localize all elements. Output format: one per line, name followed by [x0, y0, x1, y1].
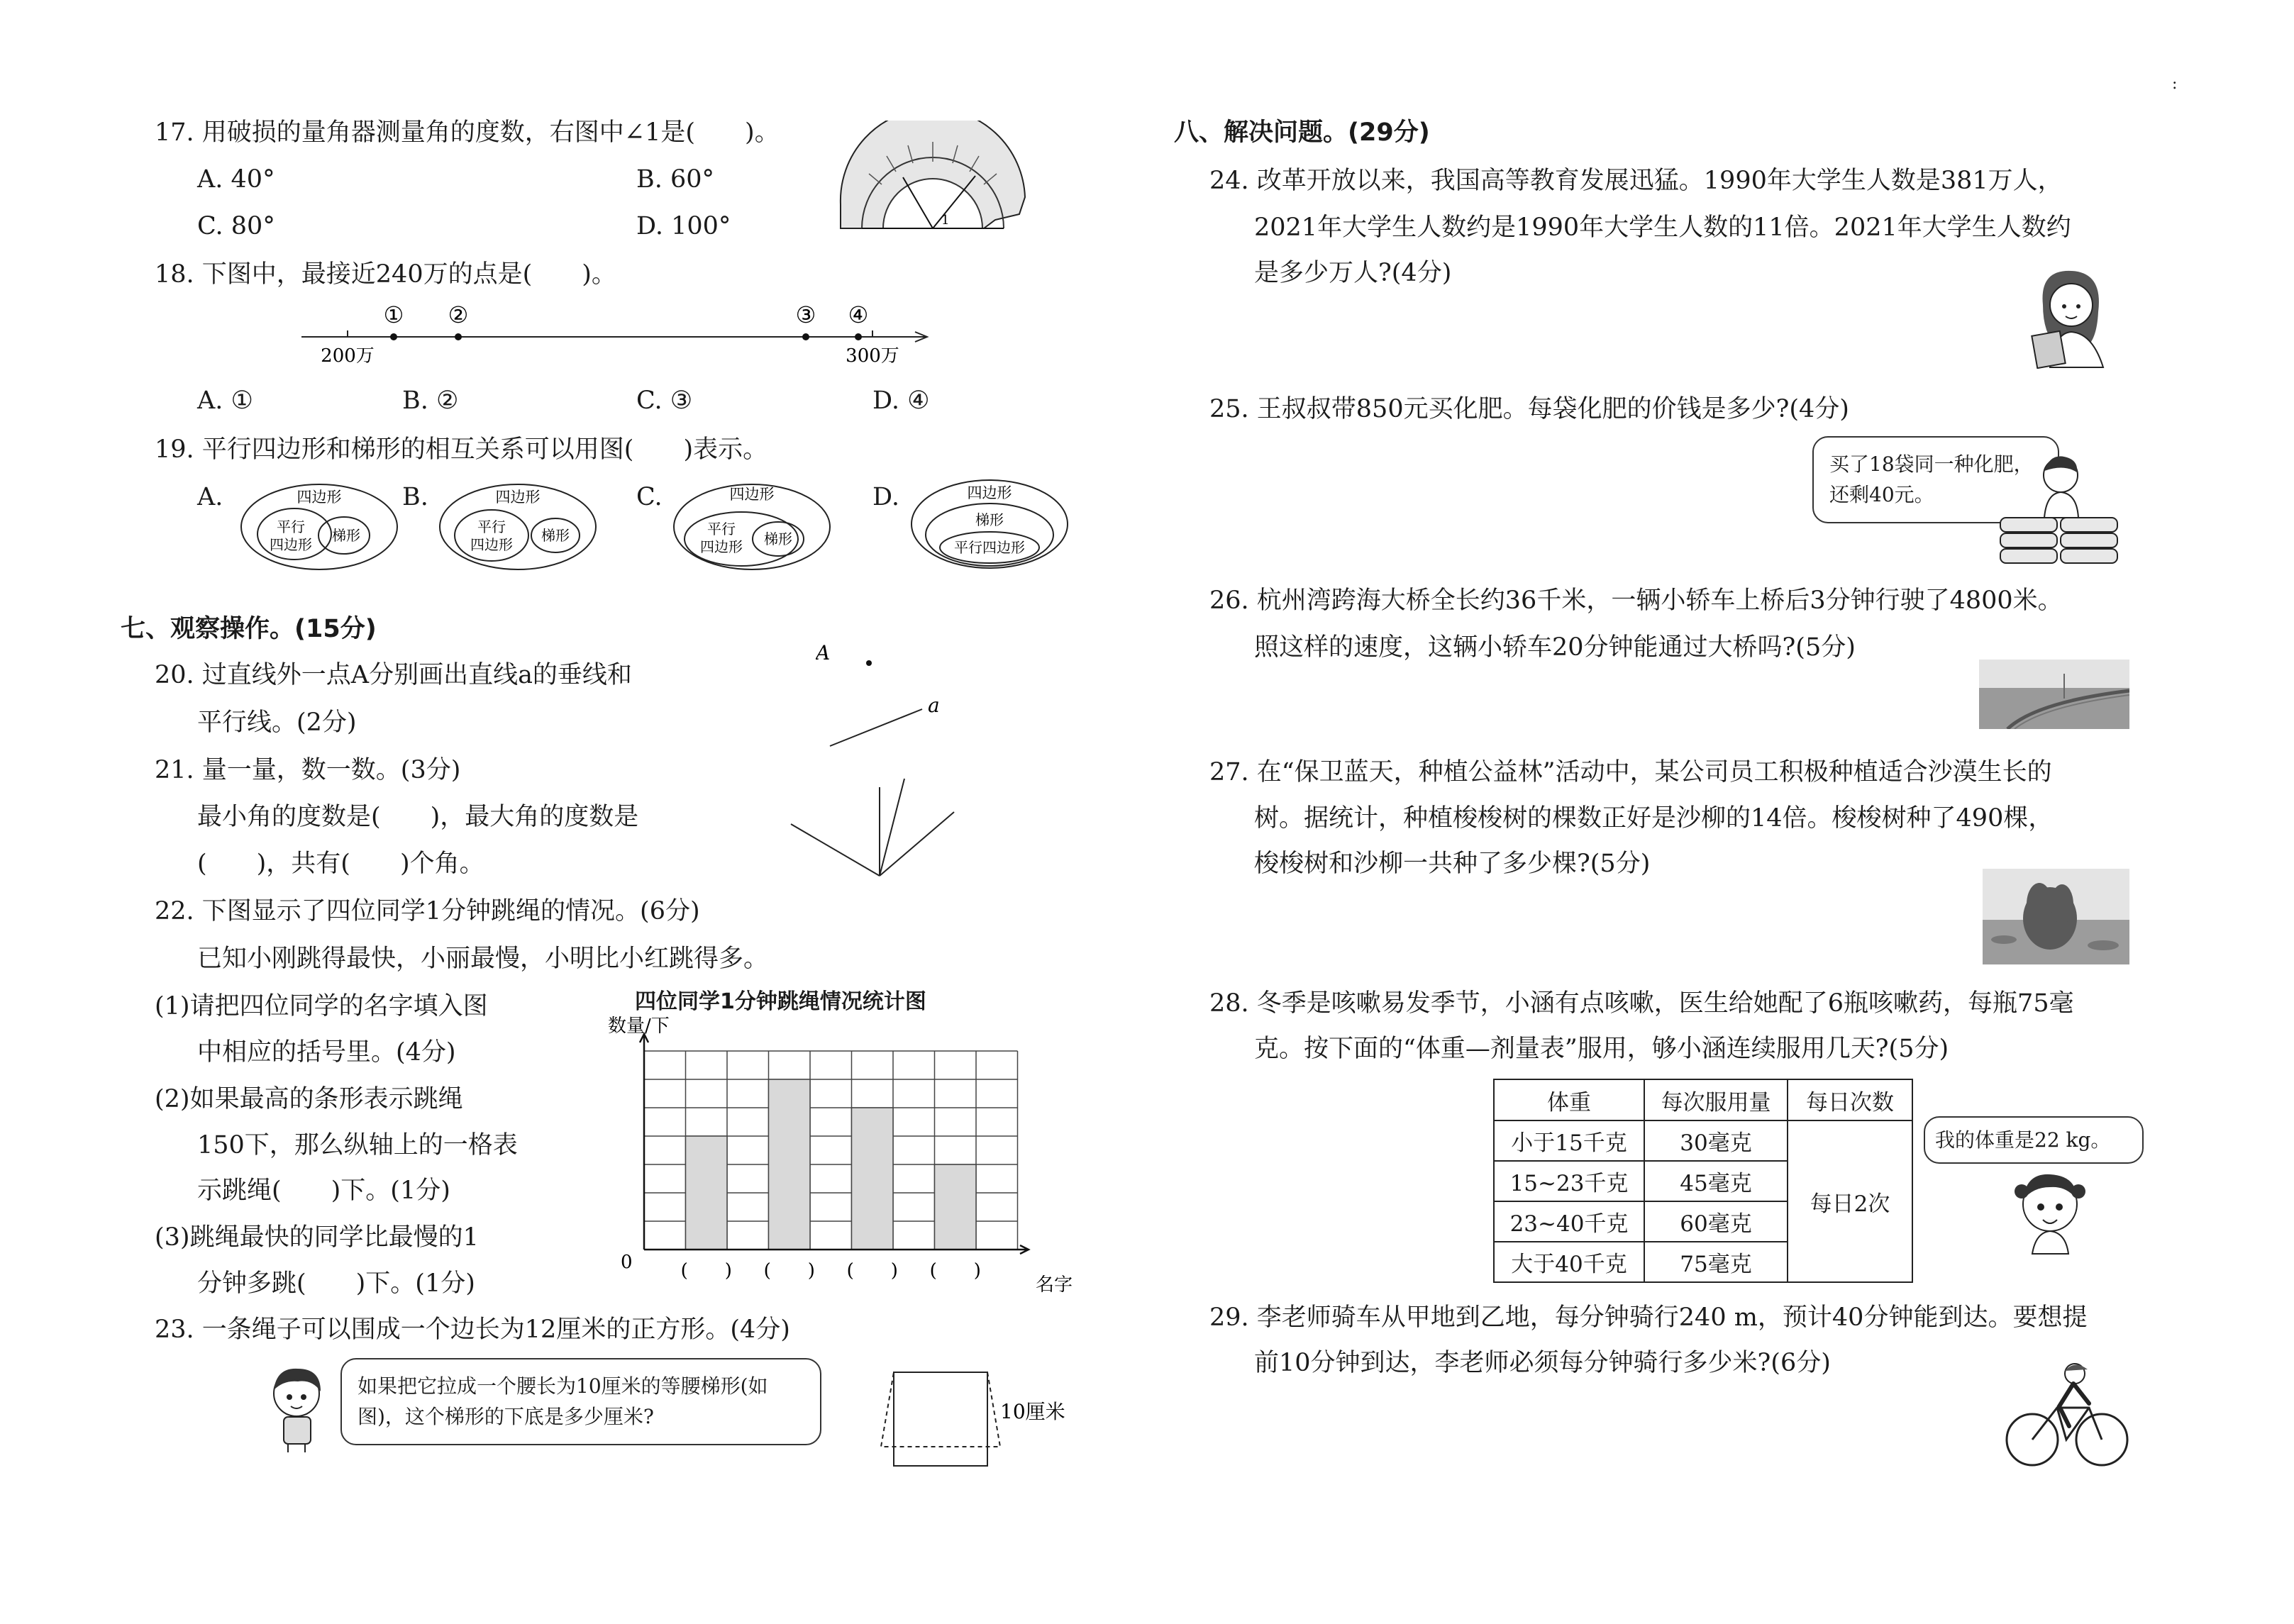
section-7-title: 七、观察操作。(15分)	[121, 615, 377, 643]
svg-text:平行: 平行	[707, 521, 736, 538]
dose-row-amount: 75毫克	[1644, 1242, 1788, 1282]
dose-row-amount: 60毫克	[1644, 1201, 1788, 1242]
desert-tree-photo	[1983, 869, 2129, 964]
q18-option-d[interactable]: D. ④	[872, 386, 930, 415]
q28-speech-bubble: 我的体重是22 kg。	[1924, 1116, 2144, 1164]
side-10cm-label: 10厘米	[1000, 1400, 1065, 1423]
corner-mark: :	[2172, 75, 2178, 93]
venn-option-d[interactable]	[908, 477, 1071, 572]
venn-option-c[interactable]	[670, 481, 833, 573]
q27-line2: 树。据统计，种植梭梭树的棵数正好是沙柳的14倍。梭梭树种了490棵，	[1254, 804, 2054, 833]
point-2-label: ②	[448, 305, 469, 328]
dose-table	[1493, 1079, 1913, 1283]
q26-line1: 26. 杭州湾跨海大桥全长约36千米，一辆小轿车上桥后3分钟行驶了4800米。	[1209, 586, 2063, 615]
dose-row-weight: 23~40千克	[1494, 1201, 1644, 1242]
q22-sub2b: 150下，那么纵轴上的一格表	[197, 1131, 518, 1159]
q28-line2: 克。按下面的“体重—剂量表”服用，够小涵连续服用几天?(5分)	[1254, 1035, 1949, 1063]
chart-x-axis-label: 名字	[1036, 1274, 1073, 1296]
d-inner1-label: 梯形	[975, 511, 1004, 528]
q22-sub1a: (1)请把四位同学的名字填入图	[155, 992, 488, 1020]
chart-axis-line	[640, 1034, 648, 1250]
dose-header-per-dose: 每次服用量	[1644, 1079, 1788, 1120]
q22-sub2a: (2)如果最高的条形表示跳绳	[155, 1085, 463, 1113]
q24-line2: 2021年大学生人数约是1990年大学生人数的11倍。2021年大学生人数约	[1254, 213, 2071, 242]
svg-text:四边形: 四边形	[270, 536, 312, 553]
a-outer-label: 四边形	[297, 489, 342, 506]
q22-line1: 22. 下图显示了四位同学1分钟跳绳的情况。(6分)	[155, 897, 700, 925]
q18-option-c[interactable]: C. ③	[636, 386, 693, 415]
dose-row-amount: 45毫克	[1644, 1161, 1788, 1201]
q20-figure[interactable]	[816, 638, 958, 752]
section-8-title: 八、解决问题。(29分)	[1174, 118, 1430, 147]
q27-line1: 27. 在“保卫蓝天，种植公益林”活动中，某公司员工积极种植适合沙漠生长的	[1209, 758, 2052, 786]
cyclist-cartoon	[2004, 1358, 2132, 1472]
q24-line3: 是多少万人?(4分)	[1254, 259, 1452, 287]
end-300w-label: 300万	[846, 345, 899, 367]
q19-option-c-letter[interactable]: C.	[636, 483, 663, 511]
chart-y-axis-label: 数量/下	[608, 1016, 670, 1037]
q17-option-b[interactable]: B. 60°	[636, 165, 715, 194]
q19-option-a-letter[interactable]: A.	[197, 483, 223, 511]
q18-stem: 18. 下图中，最接近240万的点是( )。	[155, 260, 616, 289]
q24-line1: 24. 改革开放以来，我国高等教育发展迅猛。1990年大学生人数是381万人，	[1209, 167, 2063, 195]
point-4-label: ④	[848, 305, 869, 328]
q21-line1: 21. 量一量，数一数。(3分)	[155, 756, 461, 784]
point-3-label: ③	[795, 305, 816, 328]
reading-woman-cartoon	[2015, 262, 2121, 369]
q21-line2: 最小角的度数是( )，最大角的度数是	[197, 803, 639, 831]
q23-stem: 23. 一条绳子可以围成一个边长为12厘米的正方形。(4分)	[155, 1316, 790, 1344]
q22-sub3a: (3)跳绳最快的同学比最慢的1	[155, 1223, 479, 1252]
q19-option-b-letter[interactable]: B.	[402, 483, 428, 511]
point-1-label: ①	[383, 305, 404, 328]
q17-option-c[interactable]: C. 80°	[197, 212, 275, 240]
q22-sub1b: 中相应的括号里。(4分)	[197, 1038, 456, 1067]
sea-bridge-photo	[1979, 660, 2129, 729]
q17-option-a[interactable]: A. 40°	[197, 165, 275, 194]
chart-origin-label: 0	[621, 1252, 633, 1273]
q21-line3: ( )，共有( )个角。	[197, 850, 484, 878]
q26-line2: 照这样的速度，这辆小轿车20分钟能通过大桥吗?(5分)	[1254, 633, 1856, 662]
angle-1-label: 1	[941, 213, 950, 228]
a-inner2-label: 梯形	[332, 527, 360, 544]
girl-cartoon-q28	[2007, 1163, 2093, 1255]
venn-option-a[interactable]	[238, 481, 401, 573]
jump-rope-bar-chart	[603, 1014, 1085, 1301]
dose-daily-times-merged: 每日2次	[1788, 1120, 1912, 1282]
dose-row-amount: 30毫克	[1644, 1120, 1788, 1161]
chart-bar	[686, 1136, 728, 1250]
line-a-label: a	[928, 694, 940, 717]
c-outer-label: 四边形	[729, 486, 775, 503]
q28-line1: 28. 冬季是咳嗽易发季节，小涵有点咳嗽，医生给她配了6瓶咳嗽药，每瓶75毫	[1209, 989, 2074, 1018]
q29-line1: 29. 李老师骑车从甲地到乙地，每分钟骑行240 m，预计40分钟能到达。要想提	[1209, 1303, 2088, 1332]
chart-category-blank[interactable]: ( )	[846, 1260, 898, 1281]
trapezoid-figure	[880, 1362, 1078, 1475]
d-inner2-label: 平行四边形	[954, 539, 1025, 556]
q20-line2: 平行线。(2分)	[197, 708, 357, 737]
chart-category-blank[interactable]: ( )	[929, 1260, 981, 1281]
point-a-label: A	[816, 641, 831, 664]
q29-line2: 前10分钟到达，李老师必须每分钟骑行多少米?(6分)	[1254, 1349, 1831, 1377]
svg-text:四边形: 四边形	[470, 536, 513, 553]
c-inner2-label: 梯形	[764, 530, 792, 547]
protractor-figure	[833, 121, 1032, 234]
q23-speech-bubble: 如果把它拉成一个腰长为10厘米的等腰梯形(如图)，这个梯形的下底是多少厘米?	[340, 1358, 821, 1445]
a-inner1-label: 平行	[277, 518, 305, 535]
q22-line2: 已知小刚跳得最快，小丽最慢，小明比小红跳得多。	[197, 945, 769, 973]
dose-row-weight: 15~23千克	[1494, 1161, 1644, 1201]
girl-cartoon-q23	[262, 1362, 333, 1454]
angles-figure	[787, 773, 958, 879]
svg-text:平行: 平行	[477, 518, 506, 535]
q22-sub2c: 示跳绳( )下。(1分)	[197, 1177, 450, 1205]
q19-option-d-letter[interactable]: D.	[872, 483, 899, 511]
dose-header-weight: 体重	[1494, 1079, 1644, 1120]
chart-category-blank[interactable]: ( )	[680, 1260, 732, 1281]
chart-title: 四位同学1分钟跳绳情况统计图	[635, 989, 926, 1014]
fertilizer-man-cartoon	[1986, 447, 2128, 574]
start-200w-label: 200万	[321, 345, 375, 367]
dose-row-weight: 小于15千克	[1494, 1120, 1644, 1161]
chart-category-labels[interactable]	[681, 1260, 981, 1281]
chart-bar	[852, 1108, 894, 1250]
svg-text:四边形: 四边形	[700, 538, 743, 555]
q27-line3: 梭梭树和沙柳一共种了多少棵?(5分)	[1254, 850, 1651, 878]
q18-option-a[interactable]: A. ①	[197, 386, 253, 415]
b-inner2-label: 梯形	[541, 527, 570, 544]
q19-stem: 19. 平行四边形和梯形的相互关系可以用图( )表示。	[155, 435, 768, 464]
q25-speech-bubble: 买了18袋同一种化肥，还剩40元。	[1812, 436, 2059, 523]
chart-bar	[935, 1164, 977, 1250]
dose-header-daily-times: 每日次数	[1788, 1079, 1912, 1120]
q22-sub3b: 分钟多跳( )下。(1分)	[197, 1269, 475, 1298]
b-outer-label: 四边形	[495, 489, 541, 506]
chart-bar	[769, 1079, 811, 1250]
number-line	[291, 305, 929, 369]
q25-stem: 25. 王叔叔带850元买化肥。每袋化肥的价钱是多少?(4分)	[1209, 395, 1849, 423]
venn-option-b[interactable]	[436, 481, 599, 573]
d-outer-label: 四边形	[967, 484, 1012, 501]
chart-category-blank[interactable]: ( )	[763, 1260, 815, 1281]
q17-option-d[interactable]: D. 100°	[636, 212, 731, 240]
q17-stem: 17. 用破损的量角器测量角的度数，右图中∠1是( )。	[155, 118, 780, 147]
q20-line1: 20. 过直线外一点A分别画出直线a的垂线和	[155, 661, 632, 689]
q18-option-b[interactable]: B. ②	[402, 386, 459, 415]
dose-row-weight: 大于40千克	[1494, 1242, 1644, 1282]
